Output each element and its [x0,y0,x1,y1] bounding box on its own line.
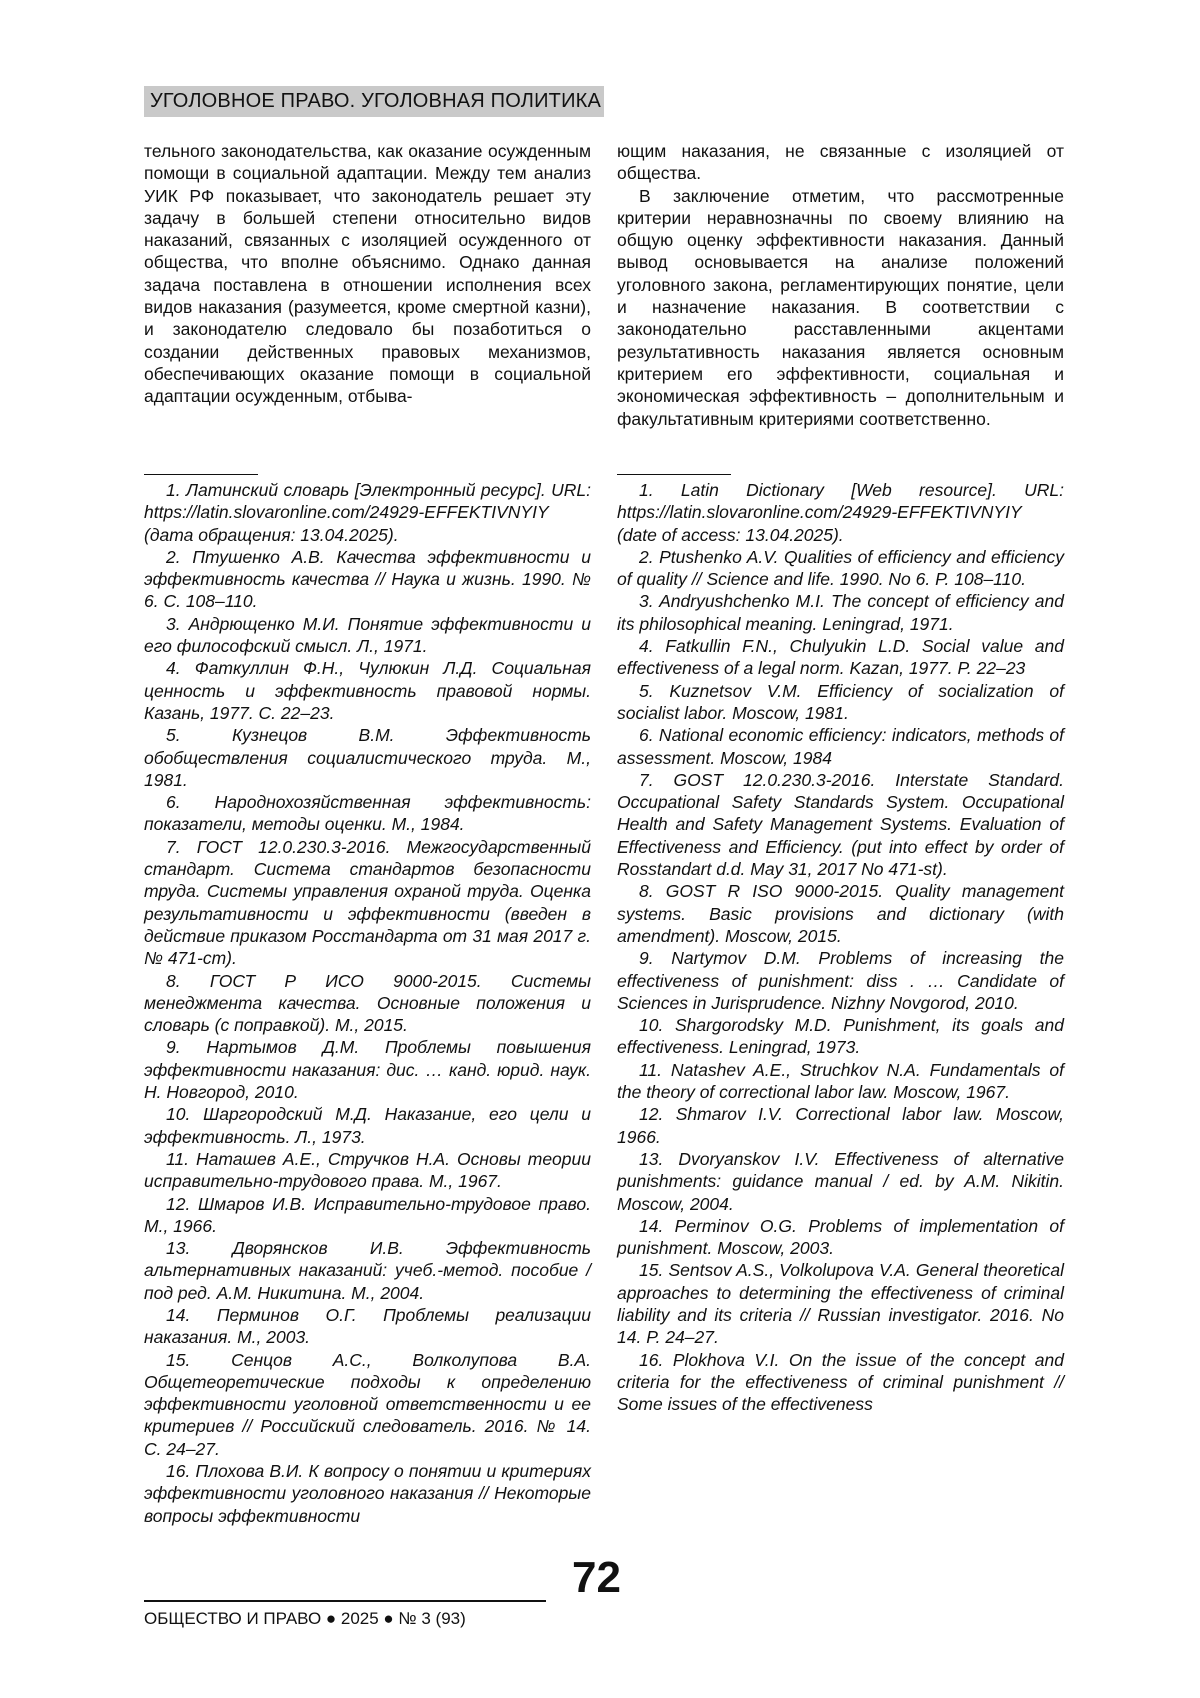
reference-item: 10. Shargorodsky M.D. Punishment, its goals and effectiveness. Leningrad, 1973. [617,1014,1064,1059]
footnote-separator-right [617,474,731,475]
reference-item: 5. Kuznetsov V.M. Efficiency of socialization of socialist labor. Moscow, 1981. [617,680,1064,725]
reference-item: 13. Dvoryanskov I.V. Effectiveness of alternative punishments: guidance manual / ed. by A.M. Nikitin. Moscow, 2004. [617,1148,1064,1215]
reference-item: 10. Шаргородский М.Д. Наказание, его цели и эффективность. Л., 1973. [144,1103,591,1148]
reference-item: 11. Natashev A.E., Struchkov N.A. Fundamentals of the theory of correctional labor law. Moscow, 1967. [617,1059,1064,1104]
references-english [617,479,1064,1415]
reference-item: 8. GOST R ISO 9000-2015. Quality management systems. Basic provisions and dictionary (with amendment). Moscow, 2015. [617,880,1064,947]
reference-item: 15. Сенцов А.С., Волколупова В.А. Общетеоретические подходы к определению эффективности уголовной ответственности и ее критериев // Российский следователь. 2016. № 14. С. 24–27. [144,1349,591,1460]
reference-item: 14. Perminov O.G. Problems of implementation of punishment. Moscow, 2003. [617,1215,1064,1260]
reference-item: 1. Latin Dictionary [Web resource]. URL: https://latin.slovaronline.com/24929-EFFEKTIVNYIY (date of access: 13.04.2025). [617,479,1064,546]
body-paragraph: В заключение отметим, что рассмотренные критерии неравнозначны по своему влиянию на общую оценку эффективности наказания. Данный вывод основывается на анализе положений уголовного закона, регламентирующих понятие, цели и назначение наказания. В соответствии с законодательно расставленными акцентами результативность наказания является основным критерием его эффективности, социальная и экономическая эффективность – дополнительным и факультативным критериями соответственно. [617,185,1064,430]
reference-item: 7. GOST 12.0.230.3-2016. Interstate Standard. Occupational Safety Standards System. Occupational Health and Safety Management Systems. Evaluation of Effectiveness and Efficiency. (put into effect by order of Rosstandart d.d. May 31, 2017 No 471-st). [617,769,1064,880]
body-column-left [144,140,591,408]
reference-item: 4. Fatkullin F.N., Chulyukin L.D. Social value and effectiveness of a legal norm. Kazan, 1977. P. 22–23 [617,635,1064,680]
reference-item: 2. Ptushenko A.V. Qualities of efficiency and efficiency of quality // Science and life. 1990. No 6. P. 108–110. [617,546,1064,591]
footnote-separator-left [144,474,258,475]
reference-item: 13. Дворянсков И.В. Эффективность альтернативных наказаний: учеб.-метод. пособие / под ред. А.М. Никитина. М., 2004. [144,1237,591,1304]
footer-rule [144,1600,546,1602]
reference-item: 12. Шмаров И.В. Исправительно-трудовое право. М., 1966. [144,1193,591,1238]
reference-item: 4. Фаткуллин Ф.Н., Чулюкин Л.Д. Социальная ценность и эффективность правовой нормы. Казань, 1977. С. 22–23. [144,657,591,724]
reference-item: 16. Плохова В.И. К вопросу о понятии и критериях эффективности уголовного наказания // Некоторые вопросы эффективности [144,1460,591,1527]
reference-item: 9. Нартымов Д.М. Проблемы повышения эффективности наказания: дис. … канд. юрид. наук. Н. Новгород, 2010. [144,1036,591,1103]
reference-item: 7. ГОСТ 12.0.230.3-2016. Межгосударственный стандарт. Система стандартов безопасности труда. Системы управления охраной труда. Оценка результативности и эффективности (введен в действие приказом Росстандарта от 31 мая 2017 г. № 471-ст). [144,836,591,970]
reference-item: 2. Птушенко А.В. Качества эффективности и эффективность качества // Наука и жизнь. 1990. № 6. С. 108–110. [144,546,591,613]
reference-item: 14. Перминов О.Г. Проблемы реализации наказания. М., 2003. [144,1304,591,1349]
section-title: УГОЛОВНОЕ ПРАВО. УГОЛОВНАЯ ПОЛИТИКА [150,90,601,113]
reference-item: 3. Андрющенко М.И. Понятие эффективности и его философский смысл. Л., 1971. [144,613,591,658]
page-number: 72 [572,1553,621,1603]
reference-item: 16. Plokhova V.I. On the issue of the concept and criteria for the effectiveness of criminal punishment // Some issues of the effectiveness [617,1349,1064,1416]
reference-item: 8. ГОСТ Р ИСО 9000-2015. Системы менеджмента качества. Основные положения и словарь (с поправкой). М., 2015. [144,970,591,1037]
reference-item: 12. Shmarov I.V. Correctional labor law. Moscow, 1966. [617,1103,1064,1148]
body-column-right [617,140,1064,430]
reference-item: 1. Латинский словарь [Электронный ресурс]. URL: https://latin.slovaronline.com/24929-EFFEKTIVNYIY (дата обращения: 13.04.2025). [144,479,591,546]
section-header [144,86,604,117]
reference-item: 15. Sentsov A.S., Volkolupova V.A. General theoretical approaches to determining the effectiveness of criminal liability and its criteria // Russian investigator. 2016. No 14. P. 24–27. [617,1259,1064,1348]
reference-item: 5. Кузнецов В.М. Эффективность обобществления социалистического труда. М., 1981. [144,724,591,791]
reference-item: 11. Наташев А.Е., Стручков Н.А. Основы теории исправительно-трудового права. М., 1967. [144,1148,591,1193]
reference-item: 6. Народнохозяйственная эффективность: показатели, методы оценки. М., 1984. [144,791,591,836]
reference-item: 6. National economic efficiency: indicators, methods of assessment. Moscow, 1984 [617,724,1064,769]
references-russian [144,479,591,1527]
reference-item: 3. Andryushchenko M.I. The concept of efficiency and its philosophical meaning. Leningrad, 1971. [617,590,1064,635]
reference-item: 9. Nartymov D.M. Problems of increasing the effectiveness of punishment: diss . … Candidate of Sciences in Jurisprudence. Nizhny Novgorod, 2010. [617,947,1064,1014]
journal-info: ОБЩЕСТВО И ПРАВО ● 2025 ● № 3 (93) [144,1609,466,1629]
body-paragraph: ющим наказания, не связанные с изоляцией от общества. [617,140,1064,185]
body-paragraph: тельного законодательства, как оказание осужденным помощи в социальной адаптации. Между тем анализ УИК РФ показывает, что законодатель решает эту задачу в большей степени относительно видов наказаний, связанных с изоляцией осужденного от общества, что вполне объяснимо. Однако данная задача поставлена в отношении исполнения всех видов наказания (разумеется, кроме смертной казни), и законодателю следовало бы позаботиться о создании действенных правовых механизмов, обеспечивающих оказание помощи в социальной адаптации осужденным, отбыва- [144,140,591,408]
